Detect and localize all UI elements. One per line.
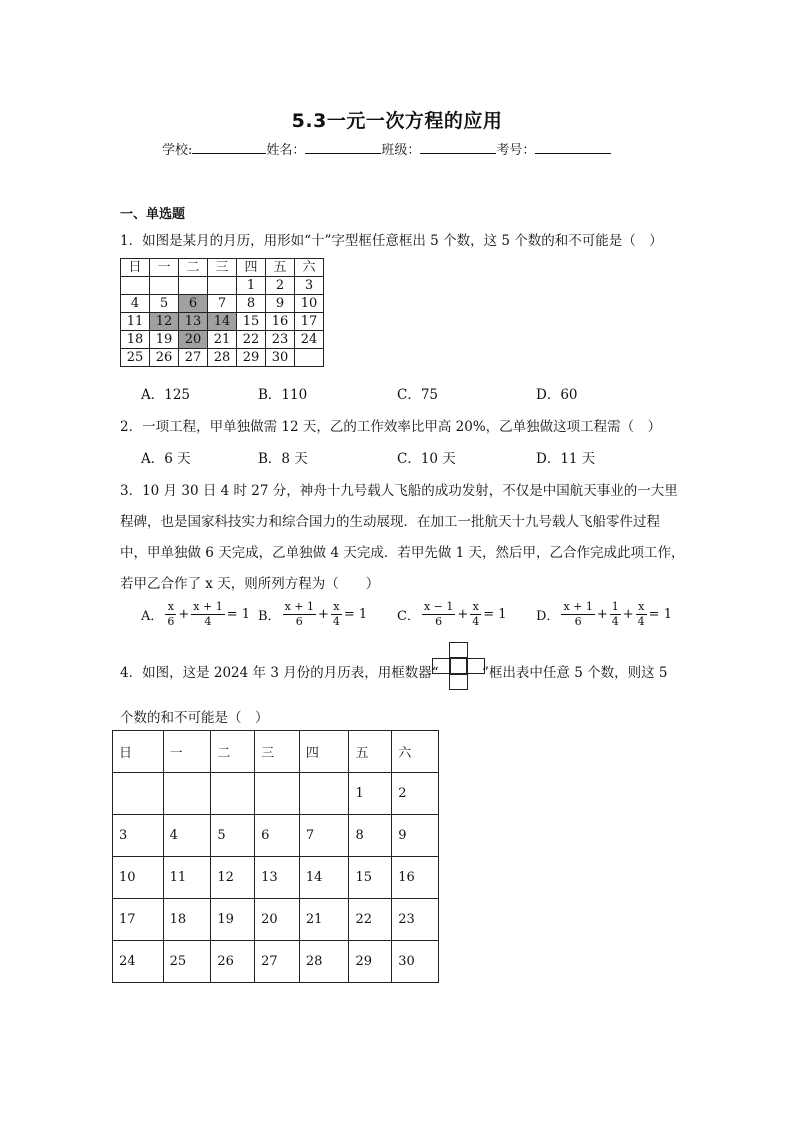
calendar-header-row (121, 259, 324, 277)
calendar-day: 8 (237, 295, 266, 313)
calendar-day: 24 (295, 331, 324, 349)
calendar-day: 24 (113, 941, 164, 983)
calendar-day: 22 (349, 899, 392, 941)
calendar-day: 6 (255, 815, 300, 857)
calendar-row (113, 941, 439, 983)
calendar-day: 28 (299, 941, 349, 983)
calendar-weekday: 六 (392, 731, 439, 773)
calendar-row (121, 277, 324, 295)
calendar-day: 2 (266, 277, 295, 295)
calendar-weekday: 一 (150, 259, 179, 277)
q3-option-a[interactable]: A． $\frac{x}{6}$ + $\frac{x + 1}{4}$ = 1 (141, 600, 251, 628)
q2-option-d[interactable]: D．11 天 (536, 451, 596, 467)
question-4-text-part-1: 4．如图，这是 2024 年 3 月份的月历表，用框数器“ (120, 665, 439, 681)
calendar-day: 20 (255, 899, 300, 941)
calendar-row (113, 857, 439, 899)
question-3-line-3: 中，甲单独做 6 天完成，乙单独做 4 天完成．若甲先做 1 天，然后甲，乙合作完成此项工作， (120, 545, 685, 561)
fraction: $\frac{x + 1}{6}$ (284, 600, 314, 628)
calendar-weekday: 二 (211, 731, 255, 773)
calendar-day: 23 (266, 331, 295, 349)
calendar-weekday: 四 (237, 259, 266, 277)
fraction: $\frac{x}{4}$ (637, 600, 645, 628)
calendar-day: 14 (208, 313, 237, 331)
calendar-day (208, 277, 237, 295)
calendar-day: 25 (121, 349, 150, 367)
calendar-day (211, 773, 255, 815)
calendar-day: 19 (211, 899, 255, 941)
calendar-day: 18 (121, 331, 150, 349)
calendar-day (179, 277, 208, 295)
calendar-day: 1 (349, 773, 392, 815)
calendar-weekday: 一 (163, 731, 211, 773)
calendar-day: 9 (392, 815, 439, 857)
calendar-weekday: 三 (208, 259, 237, 277)
calendar-day: 3 (295, 277, 324, 295)
school-label: 学校: (162, 143, 193, 158)
calendar-day: 7 (208, 295, 237, 313)
calendar-row (121, 295, 324, 313)
question-2-text: 2．一项工程，甲单独做需 12 天，乙的工作效率比甲高 20%，乙单独做这项工程需（ ） (120, 419, 662, 435)
q3-option-c[interactable]: C． $\frac{x - 1}{6}$ + $\frac{x}{4}$ = 1 (397, 600, 507, 628)
calendar-day: 30 (266, 349, 295, 367)
calendar-day: 10 (113, 857, 164, 899)
calendar-day: 25 (163, 941, 211, 983)
exam-no-field[interactable] (535, 141, 611, 154)
calendar-day: 21 (299, 899, 349, 941)
calendar-day: 11 (163, 857, 211, 899)
calendar-day: 17 (295, 313, 324, 331)
q1-option-c[interactable]: C．75 (397, 387, 439, 403)
calendar-day: 21 (208, 331, 237, 349)
calendar-day: 6 (179, 295, 208, 313)
calendar-weekday: 日 (121, 259, 150, 277)
q1-option-b[interactable]: B．110 (258, 387, 308, 403)
calendar-day: 13 (179, 313, 208, 331)
calendar-day (163, 773, 211, 815)
calendar-day: 1 (237, 277, 266, 295)
calendar-day (295, 349, 324, 367)
calendar-day: 29 (349, 941, 392, 983)
calendar-day: 7 (299, 815, 349, 857)
cross-frame-icon (432, 642, 484, 690)
calendar-day: 18 (163, 899, 211, 941)
calendar-weekday: 五 (349, 731, 392, 773)
question-4-line-2: 个数的和不可能是（ ） (120, 710, 269, 726)
calendar-day: 26 (150, 349, 179, 367)
calendar-day (113, 773, 164, 815)
q2-option-b[interactable]: B．8 天 (258, 451, 308, 467)
calendar-weekday: 六 (295, 259, 324, 277)
calendar-day: 16 (266, 313, 295, 331)
calendar-day: 27 (179, 349, 208, 367)
question-3-line-4: 若甲乙合作了 x 天，则所列方程为（ ） (120, 576, 380, 592)
calendar-row (121, 331, 324, 349)
question-3-line-2: 程碑，也是国家科技实力和综合国力的生动展现．在加工一批航天十九号载人飞船零件过程 (120, 514, 660, 530)
calendar-header-row (113, 731, 439, 773)
calendar-day: 16 (392, 857, 439, 899)
calendar-row (113, 815, 439, 857)
calendar-day: 10 (295, 295, 324, 313)
calendar-day: 2 (392, 773, 439, 815)
calendar-day (299, 773, 349, 815)
calendar-day: 14 (299, 857, 349, 899)
calendar-day: 28 (208, 349, 237, 367)
q2-option-c[interactable]: C．10 天 (397, 451, 456, 467)
class-label: 班级： (381, 143, 421, 158)
calendar-day: 23 (392, 899, 439, 941)
calendar-weekday: 二 (179, 259, 208, 277)
calendar-day: 15 (237, 313, 266, 331)
calendar-day: 29 (237, 349, 266, 367)
name-field[interactable] (305, 141, 381, 154)
calendar-day: 5 (211, 815, 255, 857)
q1-option-a[interactable]: A．125 (141, 387, 191, 403)
calendar-day: 8 (349, 815, 392, 857)
calendar-day: 9 (266, 295, 295, 313)
calendar-day: 15 (349, 857, 392, 899)
calendar-day: 17 (113, 899, 164, 941)
calendar-weekday: 三 (255, 731, 300, 773)
calendar-weekday: 五 (266, 259, 295, 277)
calendar-weekday: 四 (299, 731, 349, 773)
fraction: $\frac{x}{4}$ (332, 600, 340, 628)
exam-no-label: 考号： (496, 143, 536, 158)
class-field[interactable] (420, 141, 496, 154)
calendar-day: 12 (150, 313, 179, 331)
q3-option-d[interactable]: D． $\frac{x + 1}{6}$ + $\frac{1}{4}$ + $\frac{x}{4}$ = 1 (536, 600, 672, 628)
calendar-row (113, 899, 439, 941)
q3-option-b[interactable]: B． $\frac{x + 1}{6}$ + $\frac{x}{4}$ = 1 (258, 600, 368, 628)
fraction: $\frac{1}{4}$ (611, 600, 619, 628)
fraction: $\frac{x - 1}{6}$ (423, 600, 454, 628)
calendar-day: 30 (392, 941, 439, 983)
calendar-day: 22 (237, 331, 266, 349)
fraction: $\frac{x + 1}{6}$ (563, 600, 593, 628)
calendar-day: 4 (121, 295, 150, 313)
question-4-text-part-2: ”框出表中任意 5 个数，则这 5 (482, 665, 668, 681)
calendar-day (121, 277, 150, 295)
calendar-day: 27 (255, 941, 300, 983)
question-3-line-1: 3．10 月 30 日 4 时 27 分，神舟十九号载人飞船的成功发射，不仅是中国航天事业的一大里 (120, 483, 678, 499)
calendar-day: 13 (255, 857, 300, 899)
calendar-row (121, 349, 324, 367)
calendar-day (255, 773, 300, 815)
school-field[interactable] (192, 141, 266, 154)
calendar-weekday: 日 (113, 731, 164, 773)
fraction: $\frac{x}{4}$ (472, 600, 480, 628)
calendar-row (121, 313, 324, 331)
calendar-row (113, 773, 439, 815)
question-4-calendar (112, 730, 439, 983)
page-title: 5.3一元一次方程的应用 (291, 110, 503, 132)
fraction: $\frac{x + 1}{4}$ (193, 600, 223, 628)
calendar-day: 26 (211, 941, 255, 983)
question-1-text: 1．如图是某月的月历，用形如“十”字型框任意框出 5 个数，这 5 个数的和不可能是（ ） (120, 233, 663, 249)
calendar-day: 11 (121, 313, 150, 331)
q2-option-a[interactable]: A．6 天 (141, 451, 191, 467)
name-label: 姓名： (266, 143, 306, 158)
calendar-day (150, 277, 179, 295)
calendar-day: 3 (113, 815, 164, 857)
calendar-day: 4 (163, 815, 211, 857)
calendar-day: 5 (150, 295, 179, 313)
student-info-line (162, 139, 611, 158)
q1-option-d[interactable]: D．60 (536, 387, 578, 403)
calendar-day: 20 (179, 331, 208, 349)
question-1-calendar (120, 258, 324, 367)
calendar-day: 19 (150, 331, 179, 349)
calendar-day: 12 (211, 857, 255, 899)
section-heading: 一、单选题 (120, 207, 186, 222)
fraction: $\frac{x}{6}$ (167, 600, 175, 628)
